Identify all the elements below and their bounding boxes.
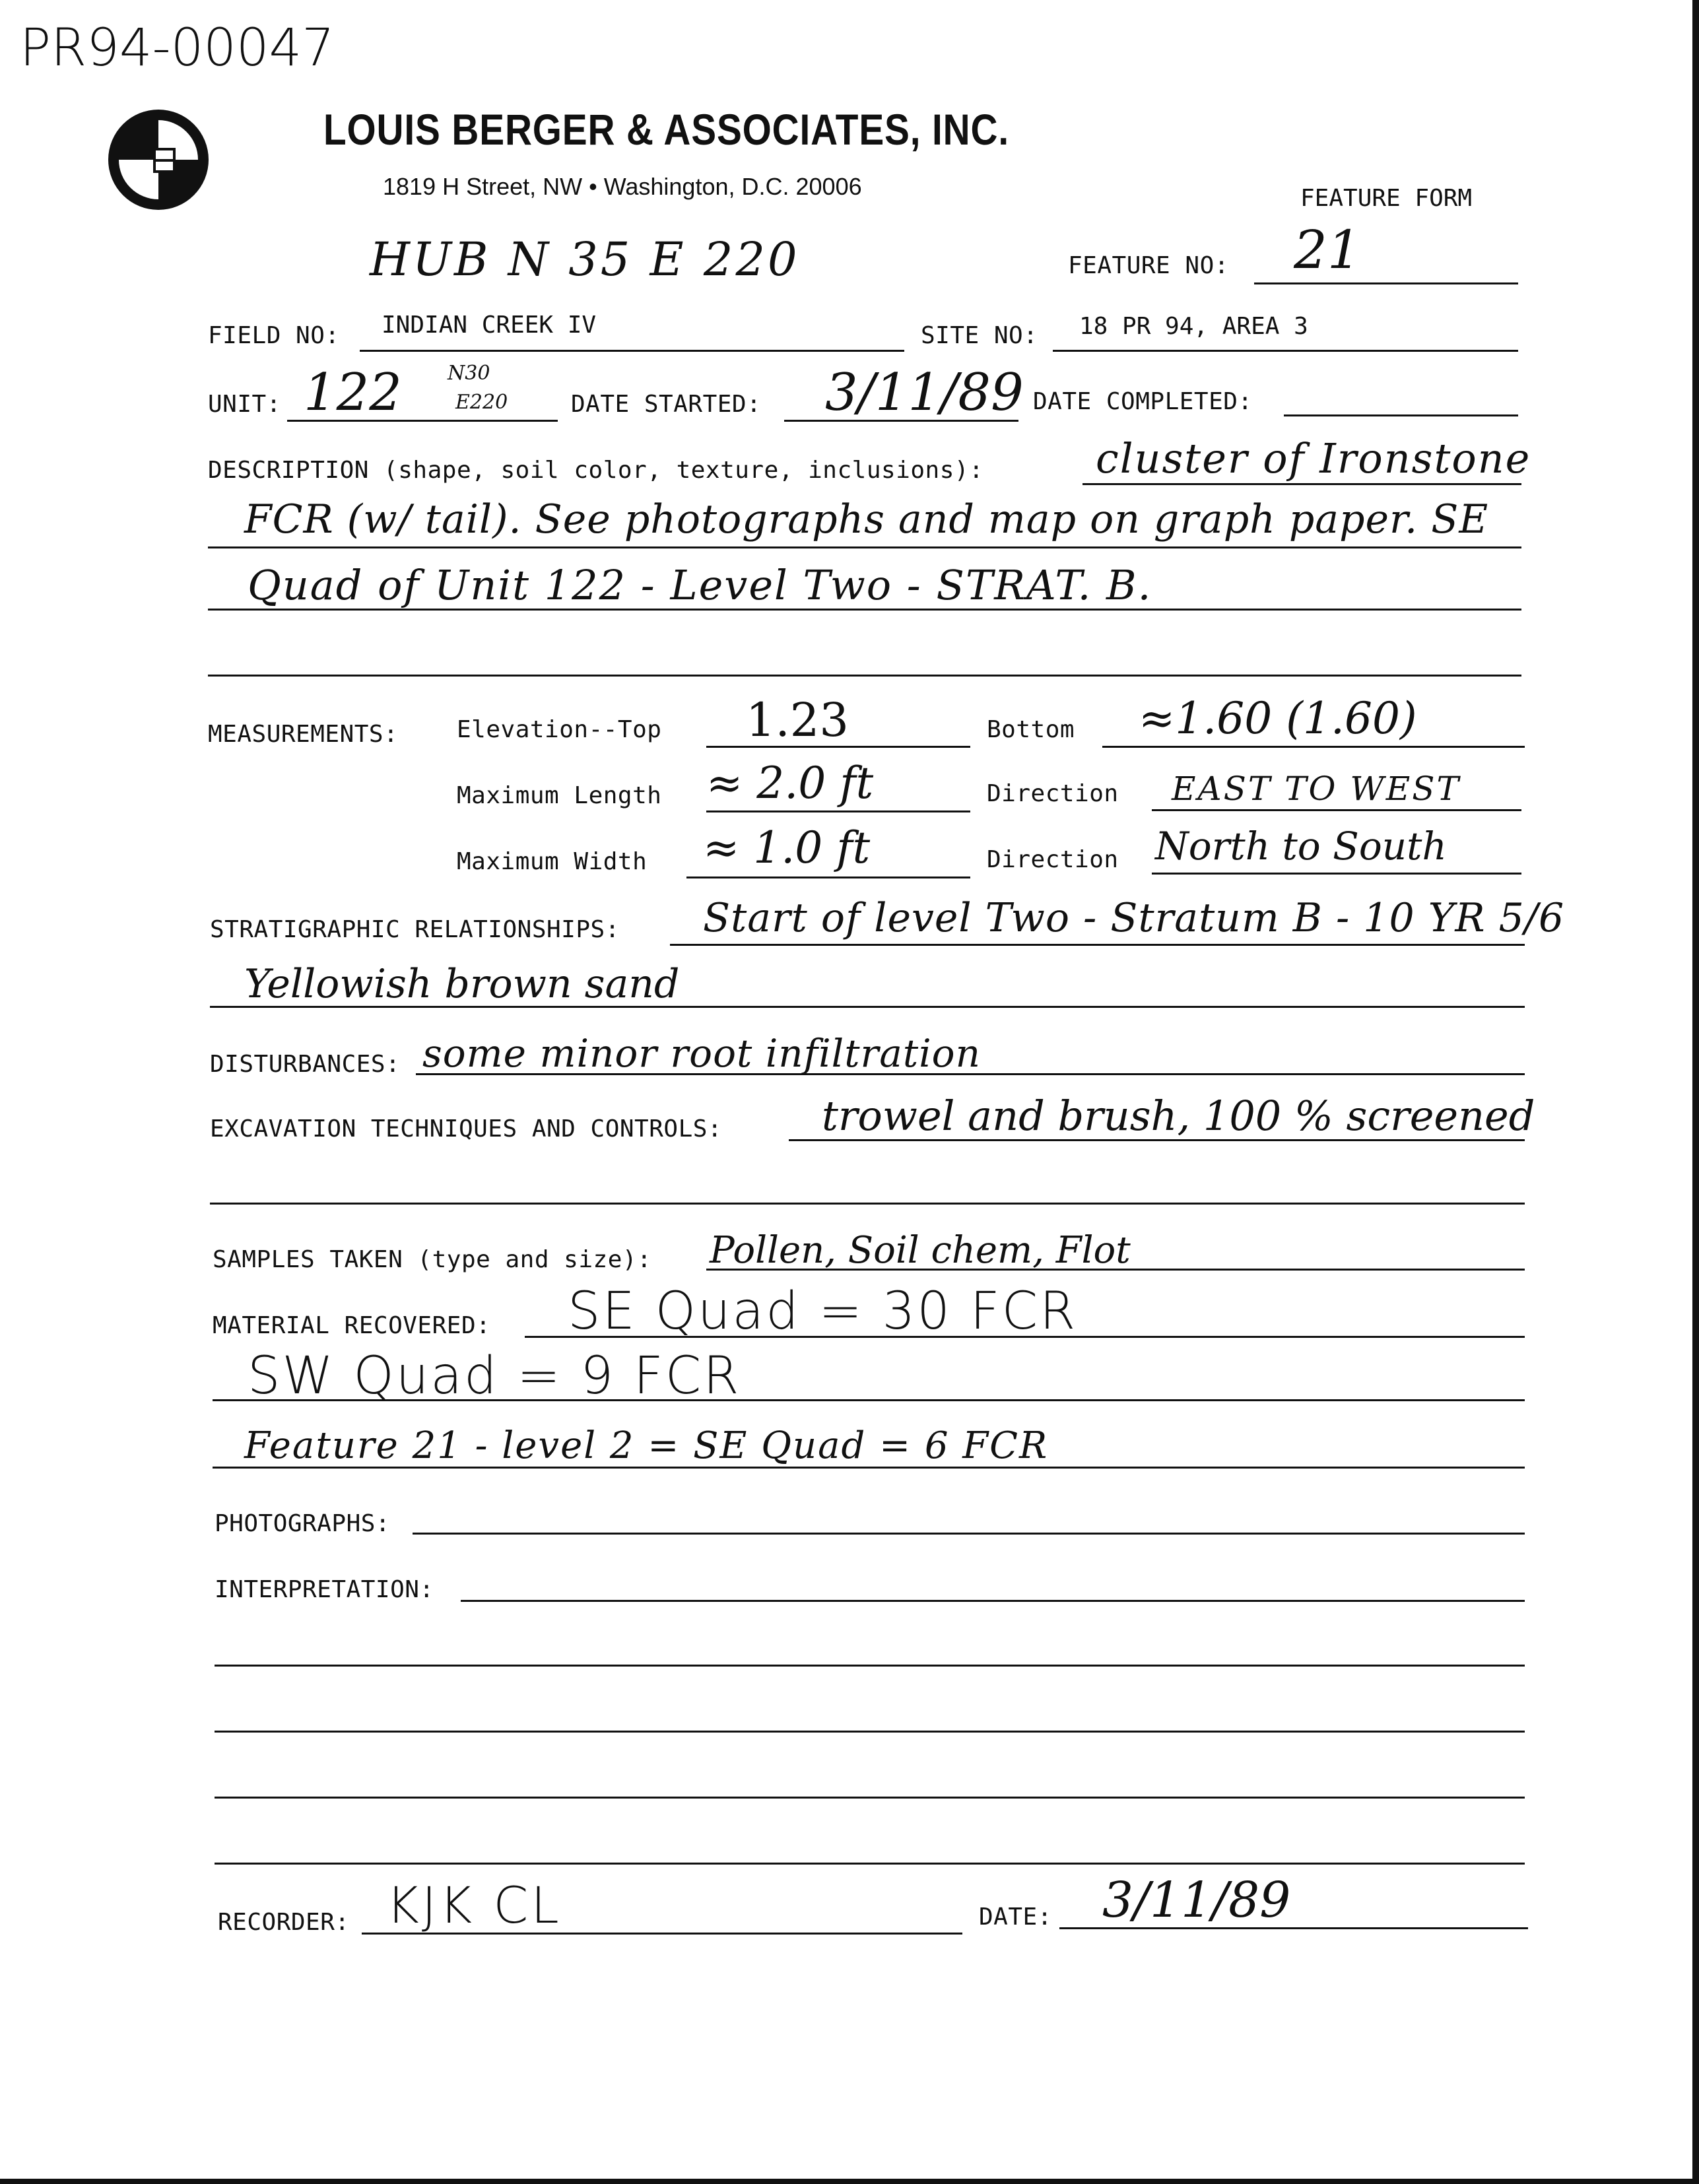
width-direction-value: North to South — [1155, 824, 1447, 869]
description-value-1: cluster of Ironstone — [1096, 434, 1531, 482]
date-started-label: DATE STARTED: — [571, 391, 762, 418]
length-direction-line — [1152, 809, 1521, 811]
unit-label: UNIT: — [208, 391, 281, 418]
description-line-4 — [208, 675, 1521, 677]
interpretation-line-2 — [215, 1665, 1525, 1667]
feature-no-label: FEATURE NO: — [1068, 252, 1229, 279]
photographs-label: PHOTOGRAPHS: — [215, 1510, 391, 1537]
unit-sup-north: N30 — [448, 362, 490, 385]
measurements-label: MEASUREMENTS: — [208, 721, 399, 748]
stratigraphic-value-2: Yellowish brown sand — [244, 961, 680, 1007]
field-no-line — [360, 350, 904, 352]
date-completed-label: DATE COMPLETED: — [1033, 388, 1253, 415]
site-no-line — [1053, 350, 1518, 352]
material-value-2: SW Quad = 9 FCR — [248, 1346, 741, 1406]
max-length-label: Maximum Length — [457, 782, 662, 809]
field-no-label: FIELD NO: — [208, 322, 340, 349]
stratigraphic-value-1: Start of level Two - Stratum B - 10 YR 5/6 — [703, 895, 1565, 941]
date-completed-line — [1284, 414, 1518, 416]
excavation-value: trowel and brush, 100 % screened — [822, 1092, 1535, 1140]
elevation-top-value: 1.23 — [746, 693, 849, 747]
max-width-line — [686, 877, 970, 878]
feature-no-value: 21 — [1294, 219, 1361, 281]
interpretation-label: INTERPRETATION: — [215, 1576, 434, 1603]
date-value: 3/11/89 — [1102, 1872, 1291, 1929]
description-line-2 — [208, 546, 1521, 548]
max-width-label: Maximum Width — [457, 848, 648, 875]
description-label: DESCRIPTION (shape, soil color, texture, inclusions): — [208, 457, 984, 484]
photographs-line — [413, 1533, 1525, 1535]
hub-note: HUB N 35 E 220 — [370, 232, 800, 286]
interpretation-line-4 — [215, 1797, 1525, 1799]
site-no-label: SITE NO: — [921, 322, 1038, 349]
recorder-value: KJK CL — [386, 1876, 562, 1935]
interpretation-line-1 — [461, 1600, 1525, 1602]
excavation-label: EXCAVATION TECHNIQUES AND CONTROLS: — [210, 1115, 723, 1142]
date-started-value: 3/11/89 — [825, 363, 1024, 422]
stratigraphic-label: STRATIGRAPHIC RELATIONSHIPS: — [210, 916, 620, 943]
length-direction-label: Direction — [987, 780, 1119, 807]
max-width-value: ≈ 1.0 ft — [703, 822, 871, 873]
bottom-value: ≈1.60 (1.60) — [1139, 693, 1417, 744]
max-length-value: ≈ 2.0 ft — [706, 758, 874, 809]
material-value-1: SE Quad = 30 FCR — [568, 1282, 1078, 1341]
document-id: PR94-00047 — [20, 18, 335, 78]
feature-no-line — [1254, 282, 1518, 284]
company-address: 1819 H Street, NW • Washington, D.C. 20006 — [383, 173, 862, 200]
description-value-2: FCR (w/ tail). See photographs and map on graph paper. SE — [244, 496, 1489, 543]
date-label: DATE: — [979, 1903, 1052, 1931]
disturbances-value: some minor root infiltration — [422, 1031, 981, 1076]
disturbances-label: DISTURBANCES: — [210, 1051, 401, 1078]
stratigraphic-line-1 — [670, 944, 1525, 946]
field-no-value: INDIAN CREEK IV — [382, 312, 597, 339]
site-no-value: 18 PR 94, AREA 3 — [1079, 313, 1308, 340]
interpretation-line-3 — [215, 1731, 1525, 1733]
company-logo — [104, 106, 213, 214]
company-name: LOUIS BERGER & ASSOCIATES, INC. — [323, 105, 1009, 154]
excavation-line-2 — [210, 1203, 1525, 1205]
material-label: MATERIAL RECOVERED: — [213, 1312, 491, 1339]
width-direction-label: Direction — [987, 846, 1119, 873]
description-line-1 — [1083, 483, 1521, 485]
description-value-3: Quad of Unit 122 - Level Two - STRAT. B. — [248, 561, 1152, 609]
width-direction-line — [1152, 873, 1521, 875]
samples-label: SAMPLES TAKEN (type and size): — [213, 1246, 652, 1273]
unit-value: 122 — [304, 363, 402, 422]
unit-sup-east: E220 — [455, 391, 508, 414]
material-value-3: Feature 21 - level 2 = SE Quad = 6 FCR — [244, 1424, 1049, 1467]
recorder-label: RECORDER: — [218, 1909, 350, 1936]
length-direction-value: EAST TO WEST — [1172, 770, 1461, 808]
samples-value: Pollen, Soil chem, Flot — [710, 1229, 1131, 1272]
elevation-top-label: Elevation--Top — [457, 716, 662, 743]
max-length-line — [706, 811, 970, 812]
bottom-line — [1102, 746, 1525, 748]
interpretation-line-5 — [215, 1863, 1525, 1865]
form-title: FEATURE FORM — [1300, 185, 1473, 212]
bottom-label: Bottom — [987, 716, 1075, 743]
